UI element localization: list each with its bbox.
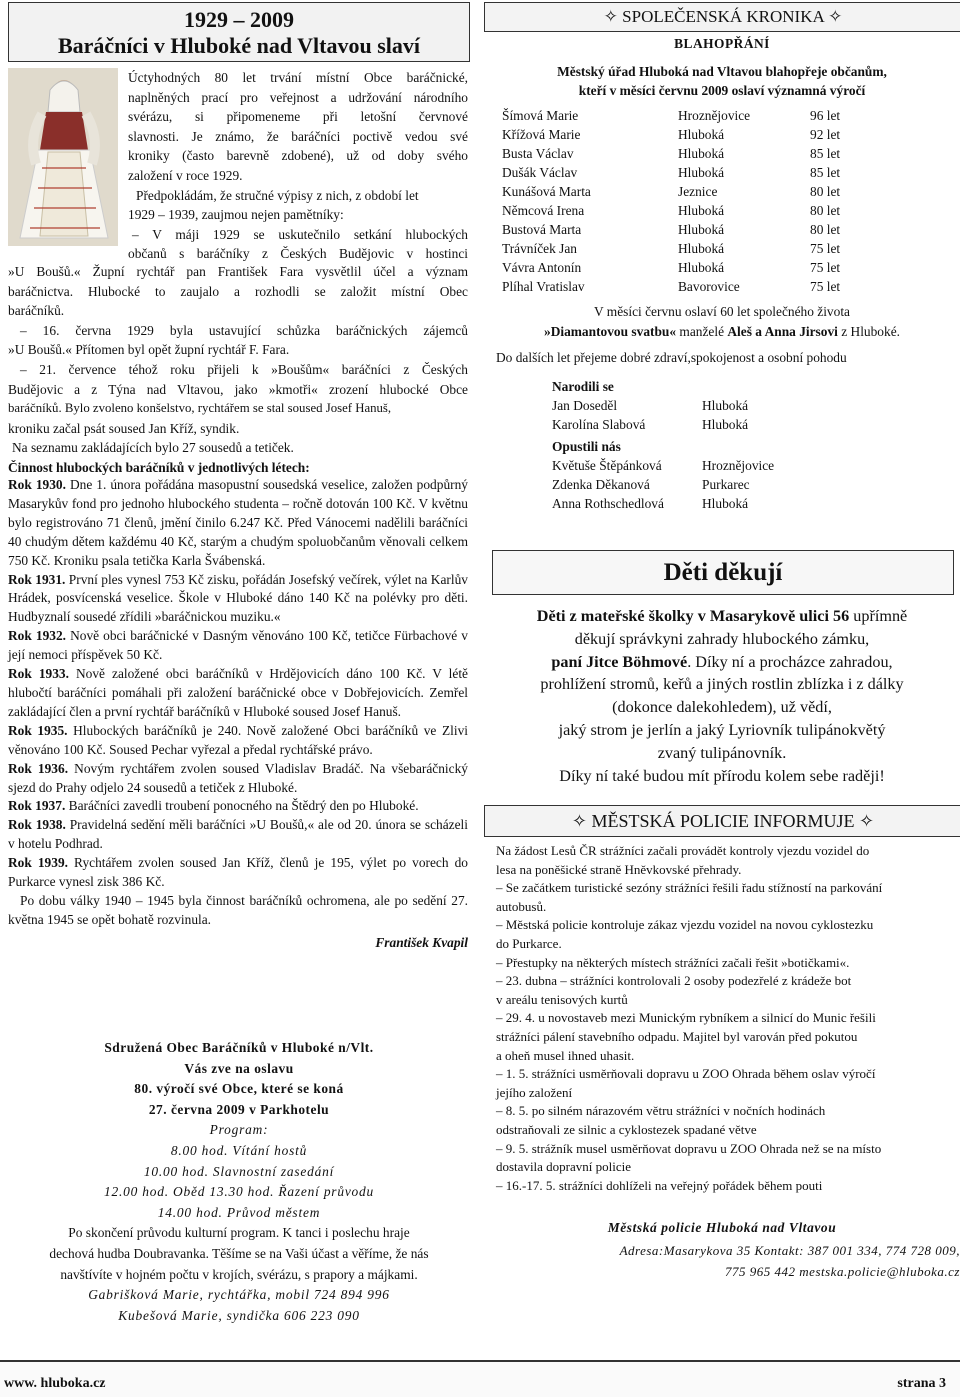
police-line: autobusů. (496, 898, 547, 914)
year-label: Rok 1936. (8, 760, 69, 776)
congrats-intro-line: kteří v měsíci červnu 2009 oslaví významná výročí (578, 83, 866, 98)
intro-line: svérázu, si připomeneme při letošní červnové (128, 109, 468, 125)
jubilant-age: 75 let (810, 260, 841, 275)
intro-line: založení v roce 1929. (128, 167, 243, 183)
police-address: 775 965 442 mestska.policie@hluboka.cz (725, 1264, 960, 1279)
jubilant-town: Hroznějovice (678, 108, 751, 123)
police-info (496, 842, 958, 1195)
jubilant-town: Hluboká (678, 127, 725, 142)
year-label: Rok 1933. (8, 666, 69, 682)
jubilant-name: Busta Václav (502, 146, 574, 161)
person-name: Zdenka Děkanová (552, 477, 650, 492)
jubilant-name: Trávníček Jan (502, 241, 578, 256)
kids-line: zvaný tulipánovník. (657, 743, 787, 762)
jubilant-name: Bustová Marta (502, 222, 582, 237)
body-line: »U Boušů.« Župní rychtář pan František Fara vysvětlil účel a význam (8, 264, 468, 279)
invitation-box (12, 1038, 466, 1330)
congrats-intro (484, 62, 960, 100)
jubilant-town: Jeznice (678, 184, 718, 199)
invite-text: navštívíte v hojném počtu v krojích, svérázu, s prapory a májkami. (60, 1266, 418, 1282)
police-signature: Městská policie Hluboká nad Vltavou (607, 1220, 837, 1235)
jubilant-name: Němcová Irena (502, 203, 585, 218)
body-line: baráčníků. (8, 303, 65, 319)
kids-line: děkují správkyni zahrady hlubockého zámku, (574, 629, 870, 648)
invite-text: Po skončení průvodu kulturní program. K tanci i poslechu hraje (68, 1225, 410, 1241)
body-line: – 21. července téhož roku přijeli k »Boušům« baráčníci z Českých (20, 361, 468, 377)
year-label: Rok 1932. (8, 628, 67, 644)
jubilant-age: 92 let (810, 127, 841, 142)
born-item (552, 415, 852, 434)
year-entry (8, 722, 468, 760)
intro-text (128, 68, 468, 264)
police-line: – 29. 4. u novostaveb mezi Munickým rybníkem a silnicí do Munic řešili (496, 1010, 876, 1026)
invite-line: 80. výročí své Obce, které se koná (134, 1081, 344, 1097)
police-line: – Se začátkem turistické sezóny strážníci řešili řadu stížností na parkování (496, 880, 883, 896)
year-text: Nově založené obci baráčníků v Hrdějovicích dáno 100 Kč. V létě hlubočtí baráčníci pomáhali při založení baráčnické obce v Dobřejovicích. Zemřel zakládající člen a první rychtář baráčníků v Hluboké soused Josef Hanuš. (8, 666, 468, 719)
jubilant-age: 96 let (810, 108, 841, 123)
jubilant-age: 80 let (810, 222, 841, 237)
year-text: Rychtářem zvolen soused Jan Kříž, členů je 195, výlet po vorech do Purkarce vynesl zisk 386 Kč. (8, 855, 468, 890)
kids-line: (dokonce dalekohledem), už vědí, (612, 698, 832, 717)
anniversary-line (484, 322, 960, 342)
program-label: Program: (209, 1122, 269, 1138)
year-entry (8, 797, 468, 816)
jubilant-town: Hluboká (678, 241, 725, 256)
year-label: Rok 1939. (8, 855, 68, 871)
person-town: Hluboká (702, 398, 749, 413)
intro-line: Úctyhodných 80 let trvání místní Obce baráčnické, (128, 70, 468, 85)
person-name: Anna Rothschedlová (552, 496, 664, 511)
jubilant-age: 85 let (810, 165, 841, 180)
founding-text (8, 262, 468, 458)
jubilant-age: 80 let (810, 184, 841, 199)
jubilant-age: 75 let (810, 279, 841, 294)
body-line: baráčnictva. Hlubocké to zaujalo a rozhodli se založit místní Obec (8, 283, 468, 299)
police-line: a oheň musel ihned uhasit. (496, 1047, 635, 1063)
program-item: 12.00 hod. Oběd 13.30 hod. Řazení průvodu (103, 1184, 375, 1200)
jubilant-row (502, 201, 870, 220)
born-list (552, 396, 852, 434)
person-town: Hroznějovice (702, 458, 775, 473)
person-name: Jan Doseděl (552, 398, 618, 413)
year-text: Hlubockých baráčníků je 240. Nově založené Obci baráčníků ve Zlivi věnováno 100 Kč. Soused Pechar vyřezal a předal rychtářské právo. (8, 722, 468, 757)
jubilant-name: Vávra Antonín (502, 260, 582, 275)
left-us-label: Opustili nás (552, 439, 621, 454)
body-line: baráčníků. Bylo zvoleno konšelstvo, rychtářem se stal soused Josef Hanuš, (8, 401, 392, 416)
invite-contact: Kubešová Marie, syndička 606 223 090 (118, 1307, 360, 1323)
police-line: – Městská policie kontroluje zákaz vjezdu vozidel na novou cyklostezku (496, 917, 874, 933)
police-line: v areálu tenisových kurtů (496, 991, 628, 1007)
jubilant-name: Dušák Václav (502, 165, 578, 180)
intro-line: kroniky (často barevně zdobené), už od doby svého (128, 148, 468, 164)
police-line: – 23. dubna – strážníci kontrolovali 2 osoby podezřelé z krádeže bot (496, 973, 852, 989)
folk-costume-photo (8, 68, 118, 246)
article-title-box (8, 2, 470, 62)
program-item: 8.00 hod. Vítání hostů (170, 1142, 308, 1158)
program-item: 14.00 hod. Průvod městem (157, 1204, 321, 1220)
jubilant-age: 80 let (810, 203, 841, 218)
person-town: Hluboká (702, 496, 749, 511)
police-header: ✧ MĚSTSKÁ POLICIE INFORMUJE ✧ (484, 805, 960, 837)
year-label: Rok 1937. (8, 798, 66, 814)
year-entry (8, 816, 468, 854)
year-text: Pravidelná sedění měli baráčníci »U Boušů,« ale od 20. února se scházeli v hotelu Podhrad. (8, 817, 468, 852)
police-contact (484, 1240, 960, 1282)
jubilant-row (502, 144, 870, 163)
jubilant-town: Hluboká (678, 260, 725, 275)
left-us-list (552, 456, 852, 513)
police-line: – Přestupky na některých místech strážníci začali řešit »botičkami«. (496, 954, 850, 970)
jubilant-town: Bavorovice (678, 279, 740, 294)
year-text: Dne 1. února pořádána masopustní sousedská veselice, založen podpůrný Masarykův fond pro jednoho hlubockého studenta – ročně dotován 100 Kč. V květnu bylo registrováno 71 členů, jmění činilo 6.247 Kč. Před Vánocemi nadělili baráčníci 40 chudým dětem každému 40 Kč, starým a chudým spoluobčanům věnovali celkem 750 Kč. Kroniku psala tetička Karla Švábenská. (8, 477, 468, 568)
police-line: Na žádost Lesů ČR strážníci začali provádět kontroly vjezdu vozidel do (496, 843, 870, 858)
invite-org: Sdružená Obec Baráčníků v Hluboké n/Vlt. (104, 1040, 374, 1055)
gardener-name: paní Jitce Böhmové (551, 652, 688, 671)
jubilant-row (502, 220, 870, 239)
police-line: jejího založení (496, 1084, 573, 1100)
congrats-intro-line: Městský úřad Hluboká nad Vltavou blahopřeje občanům, (557, 64, 887, 79)
program-item: 10.00 hod. Slavnostní zasedání (143, 1163, 335, 1179)
intro-line: – V máji 1929 se uskutečnilo setkání hlubockých (132, 226, 468, 242)
kids-line: Díky ní také budou mít přírodu kolem sebe raději! (559, 766, 885, 785)
invite-text: dechová hudba Doubravanka. Těšíme se na Vaši účast a věříme, že nás (49, 1245, 429, 1261)
born-label: Narodili se (552, 379, 614, 394)
jubilant-age: 85 let (810, 146, 841, 161)
year-entry (8, 665, 468, 722)
jubilants-body (502, 106, 870, 296)
anniversary-text: manželé (676, 323, 728, 339)
year-label: Rok 1931. (8, 571, 66, 587)
intro-line: 1929 – 1939, zaujmou nejen pamětníky: (128, 207, 344, 223)
jubilant-row (502, 277, 870, 296)
intro-line: Předpokládám, že stručné výpisy z nich, z období let (136, 187, 419, 203)
left-us-item (552, 456, 852, 475)
person-town: Purkarec (702, 477, 750, 492)
year-entry (8, 476, 468, 571)
jubilant-town: Hluboká (678, 146, 725, 161)
body-line: Budějovic a z Týna nad Vltavou, jako »kmotři« zrození hlubocké Obce (8, 381, 468, 397)
yearly-chronicle (8, 476, 468, 953)
invite-line: Vás zve na oslavu (184, 1060, 294, 1076)
body-line: – 16. června 1929 byla ustavující schůzka baráčnických zájemců (20, 322, 468, 338)
year-text: Nově obci baráčnické v Dasným věnováno 100 Kč, tetičce Fürbachové v její nemoci příspěvek 50 Kč. (8, 628, 468, 663)
person-name: Květuše Štěpánková (552, 458, 662, 473)
year-entry (8, 627, 468, 665)
kids-line (484, 651, 960, 674)
year-entry (8, 854, 468, 892)
intro-line: naplněných prací pro veřejnost a udržování národního (128, 89, 468, 105)
police-line: lesa na poněšické straně Hněvkovské přehrady. (496, 861, 742, 877)
jubilant-name: Plíhal Vratislav (502, 279, 585, 294)
body-line: Na seznamu zakládajících bylo 27 sousedů a tetiček. (12, 440, 294, 456)
congrats-heading: BLAHOPŘÁNÍ (674, 36, 770, 51)
closing-paragraph: Po dobu války 1940 – 1945 byla činnost baráčníků ochromena, ale po sedění 27. května 1945 se opět bohatě rozvinula. (8, 892, 468, 927)
jubilant-row (502, 163, 870, 182)
kids-line-text: . Díky ní a procházce zahradou, (687, 652, 893, 671)
jubilant-town: Hluboká (678, 222, 725, 237)
person-town: Hluboká (702, 417, 749, 432)
year-entry (8, 760, 468, 798)
website-link[interactable]: www. hluboka.cz (4, 1376, 106, 1391)
year-label: Rok 1938. (8, 817, 66, 833)
invite-contact: Gabrišková Marie, rychtářka, mobil 724 894 996 (88, 1287, 390, 1303)
police-line: strážníci pálení stavebního odpadu. Majitel byl varován před pokutou (496, 1028, 858, 1044)
anniversary-line: V měsíci červnu oslaví 60 let společného života (594, 304, 850, 319)
title-years: 1929 – 2009 (184, 7, 294, 32)
police-line: – 8. 5. po silném nárazovém větru strážníci v nočních hodinách (496, 1103, 826, 1119)
anniversary-text: z Hluboké. (837, 323, 900, 339)
page-footer (0, 1360, 960, 1397)
jubilant-row (502, 125, 870, 144)
person-name: Karolína Slabová (552, 417, 646, 432)
invite-date: 27. června 2009 v Parkhotelu (148, 1101, 330, 1117)
year-label: Rok 1935. (8, 722, 68, 738)
police-line: – 1. 5. strážníci usměrňovali dopravu u ZOO Ohrada během oslav výročí (496, 1066, 876, 1082)
year-text: První ples vynesl 753 Kč zisku, pořádán Josefský večírek, výlet na Karlův Hrádek, posvícenská veselice. Škole v Hluboké dáno 140 Kč na polévky pro děti. Hudbyznalí sousedé zřídili »baráčnickou muziku.« (8, 571, 468, 625)
born-item (552, 396, 852, 415)
kids-line: prohlížení stromů, keřů a jiných rostlin zblízka i z dálky (540, 675, 904, 694)
jubilant-name: Šímová Marie (502, 108, 579, 123)
year-text: Baráčníci zavedli troubení ponocného na Štědrý den po Hluboké. (65, 798, 419, 814)
police-line: do Purkarce. (496, 935, 562, 951)
author-signature: František Kvapil (375, 934, 468, 950)
left-us-item (552, 475, 852, 494)
jubilant-name: Kunášová Marta (502, 184, 591, 199)
intro-line: slavnosti. Je známo, že baráčníci poctivě vedou své (128, 128, 468, 144)
page-title: Baráčníci v Hluboké nad Vltavou slaví (57, 33, 421, 58)
police-line: – 9. 5. strážník musel usměrňovat dopravu u ZOO Ohrada než se na místo (496, 1140, 882, 1156)
year-label: Rok 1930. (8, 477, 66, 492)
year-entry (8, 571, 468, 628)
left-us-item (552, 494, 852, 513)
wish-text: Do dalších let přejeme dobré zdraví,spokojenost a osobní pohodu (496, 350, 847, 365)
intro-line: občanů s baráčníky z Českých Budějovic v hostinci (128, 246, 468, 262)
jubilant-row (502, 106, 870, 125)
kids-thanks-title: Děti děkují (492, 550, 954, 595)
anniversary-note (484, 302, 960, 341)
kindergarten-name: Děti z mateřské školky v Masarykově ulici 56 (536, 607, 850, 625)
kids-thanks-text (484, 605, 960, 787)
body-line: »U Boušů.« Přítomen byl opět župní rychtář F. Fara. (8, 342, 290, 358)
social-chronicle-header: ✧ SPOLEČENSKÁ KRONIKA ✧ (484, 2, 960, 32)
police-address: Adresa:Masarykova 35 Kontakt: 387 001 334, 774 728 009, (619, 1243, 960, 1258)
police-line: – 16.-17. 5. strážníci dohlíželi na veřejný pořádek během pouti (496, 1177, 823, 1193)
police-line: dostavila dopravní policie (496, 1159, 632, 1175)
jubilant-name: Křížová Marie (502, 127, 581, 142)
page-number: strana 3 (897, 1376, 946, 1391)
kids-line: jaký strom je jerlín a jaký Lyriovník tulipánokvětý (558, 720, 886, 739)
activity-heading: Činnost hlubockých baráčníků v jednotlivých létech: (8, 460, 310, 475)
jubilant-town: Hluboká (678, 203, 725, 218)
births-deaths (552, 377, 852, 513)
jubilant-row (502, 258, 870, 277)
diamond-wedding: »Diamantovou svatbu« (544, 323, 677, 339)
police-line: odstraňovali ze silnic a cyklostezek spadané větve (496, 1121, 757, 1137)
jubilant-age: 75 let (810, 241, 841, 256)
kids-line (484, 605, 960, 628)
jubilants-table (502, 106, 870, 296)
body-line: kroniku začal psát soused Jan Kříž, syndik. (8, 420, 240, 436)
kids-line-text: upřímně (849, 607, 908, 625)
jubilant-town: Hluboká (678, 165, 725, 180)
year-text: Novým rychtářem zvolen soused Vladislav Bradáč. Na všebaráčnický sjezd do Prahy odjelo 24 sousedů a tetiček z Hluboké. (8, 760, 468, 795)
couple-name: Aleš a Anna Jirsovi (727, 323, 838, 339)
jubilant-row (502, 182, 870, 201)
jubilant-row (502, 239, 870, 258)
